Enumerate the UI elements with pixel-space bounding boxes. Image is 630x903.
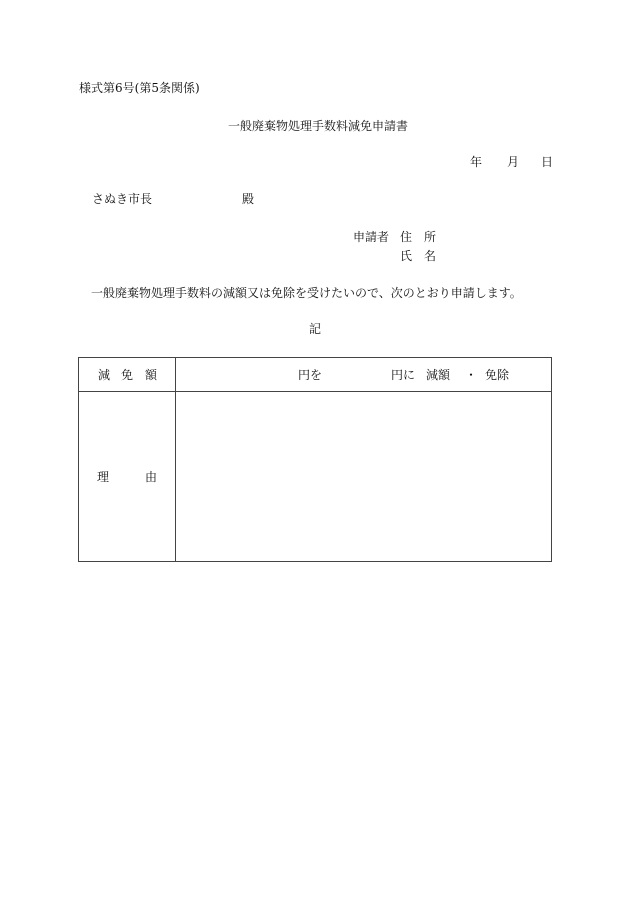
date-year-label: 年 (470, 155, 483, 169)
addressee-name: さぬき市長 (92, 192, 153, 206)
address-label-1: 住 (400, 230, 413, 244)
name-label-1: 氏 (400, 249, 413, 263)
date-month-label: 月 (507, 155, 520, 169)
name-label-2: 名 (424, 249, 437, 263)
amount-label-2: 免 (121, 368, 134, 382)
note-heading: 記 (309, 322, 322, 336)
option-separator: ・ (465, 368, 478, 382)
form-number: 様式第6号(第5条関係) (79, 81, 200, 95)
address-label-2: 所 (424, 230, 437, 244)
amount-from-text: 円を (298, 368, 323, 382)
date-day-label: 日 (541, 155, 554, 169)
reason-field[interactable] (176, 392, 551, 561)
page-title: 一般廃棄物処理手数料減免申請書 (228, 119, 409, 133)
amount-label-1: 減 (98, 368, 111, 382)
reason-label-1: 理 (97, 470, 110, 484)
amount-label-3: 額 (145, 368, 158, 382)
addressee-honorific: 殿 (242, 192, 255, 206)
amount-to-text: 円に (391, 368, 416, 382)
application-table (78, 357, 552, 562)
reduce-option: 減額 (426, 368, 451, 382)
reason-label-2: 由 (145, 470, 158, 484)
exempt-option: 免除 (485, 368, 510, 382)
applicant-label: 申請者 (353, 230, 390, 244)
statement: 一般廃棄物処理手数料の減額又は免除を受けたいので、次のとおり申請します。 (91, 286, 522, 300)
